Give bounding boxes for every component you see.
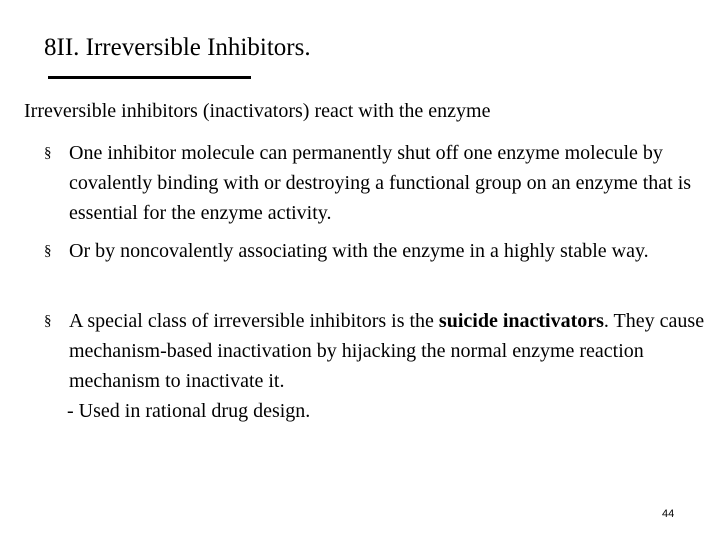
page-number: 44 [662, 508, 675, 520]
bullet-text [69, 306, 709, 396]
bullet-marker-icon: § [44, 243, 52, 259]
bullet-text: Or by noncovalently associating with the enzyme in a highly stable way. [69, 240, 649, 262]
bullet-text: One inhibitor molecule can permanently shut off one enzyme molecule by covalently binding with or destroying a functional group on an enzyme that is essential for the enzyme activity. [69, 142, 692, 224]
bullet-text-start: A special class of irreversible inhibitors is the [69, 310, 439, 332]
slide-title: 8II. Irreversible Inhibitors. [44, 34, 311, 61]
bullet-item [44, 306, 709, 426]
intro-text: Irreversible inhibitors (inactivators) react with the enzyme [24, 100, 491, 122]
bullet-text-end: . They cause mechanism-based inactivation by hijacking the normal enzyme reaction mechanism to inactivate it. [69, 310, 705, 392]
bullet-item [44, 138, 709, 228]
bullet-item [44, 236, 709, 266]
bullet-marker-icon: § [44, 313, 52, 329]
title-underline [48, 76, 251, 79]
bullet-marker-icon: § [44, 145, 52, 161]
sub-note: - Used in rational drug design. [67, 400, 311, 422]
bold-term: suicide inactivators [438, 310, 604, 332]
